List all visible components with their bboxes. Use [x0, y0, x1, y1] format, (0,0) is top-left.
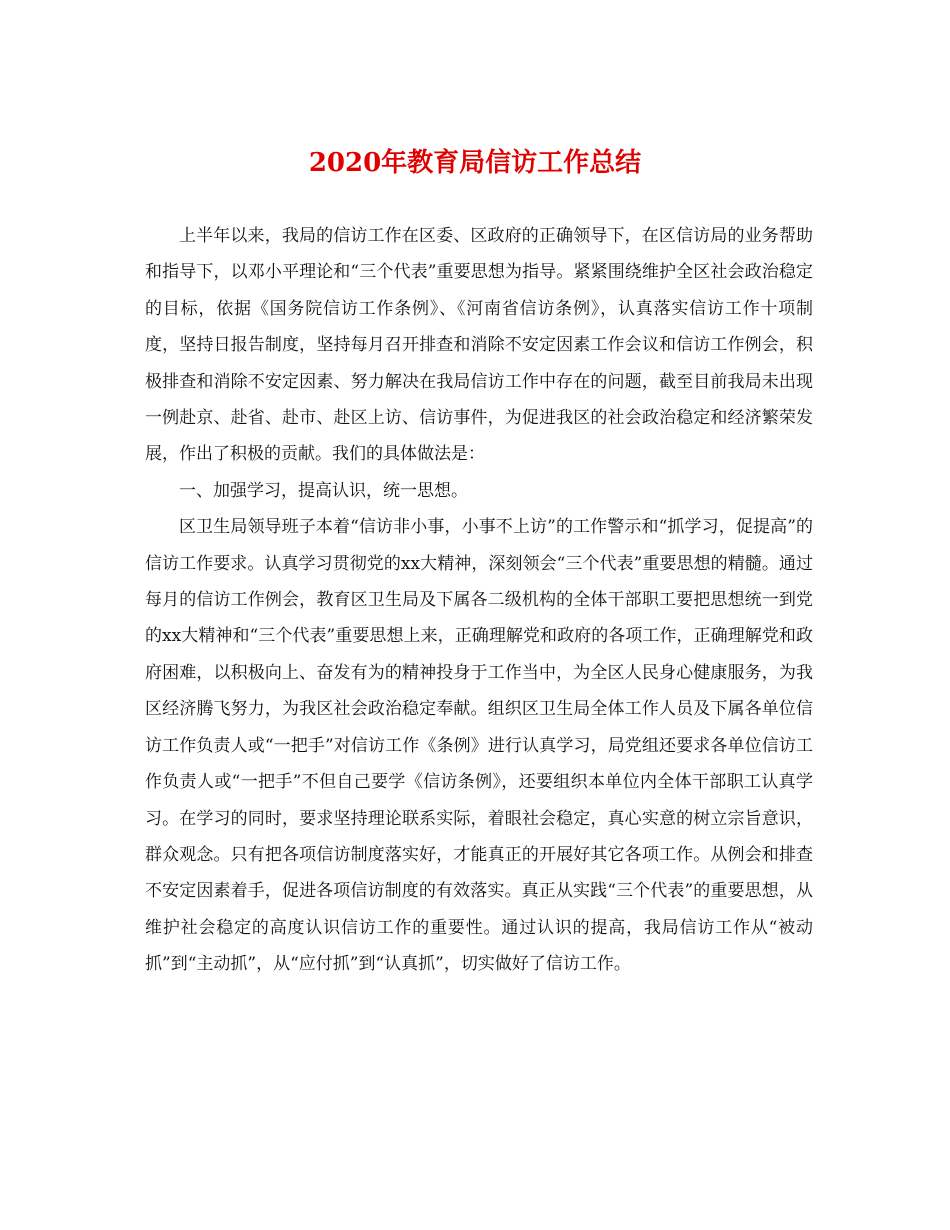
document-title: 2020年教育局信访工作总结 — [308, 148, 642, 178]
paragraph-intro: 上半年以来，我局的信访工作在区委、区政府的正确领导下，在区信访局的业务帮助和指导下，以邓小平理论和“三个代表”重要思想为指导。紧紧围绕维护全区社会政治稳定的目标，依据《国务院信访工作条例》、《河南省信访条例》，认真落实信访工作十项制度，坚持日报告制度，坚持每月召开排查和消除不安定因素工作会议和信访工作例会，积极排查和消除不安定因素、努力解决在我局信访工作中存在的问题，截至目前我局未出现一例赴京、赴省、赴市、赴区上访、信访事件，为促进我区的社会政治稳定和经济繁荣发展，作出了积极的贡献。我们的具体做法是： — [145, 226, 813, 465]
paragraph-section-1: 区卫生局领导班子本着“信访非小事，小事不上访”的工作警示和“抓学习，促提高”的信访工作要求。认真学习贯彻党的xx大精神，深刻领会“三个代表”重要思想的精髓。通过每月的信访工作例会，教育区卫生局及下属各二级机构的全体干部职工要把思想统一到党的xx大精神和“三个代表”重要思想上来，正确理解党和政府的各项工作，正确理解党和政府困难，以积极向上、奋发有为的精神投身于工作当中，为全区人民身心健康服务，为我区经济腾飞努力，为我区社会政治稳定奉献。组织区卫生局全体工作人员及下属各单位信访工作负责人或“一把手”对信访工作《条例》进行认真学习，局党组还要求各单位信访工作负责人或“一把手”不但自己要学《信访条例》，还要组织本单位内全体干部职工认真学习。在学习的同时，要求坚持理论联系实际，着眼社会稳定，真心实意的树立宗旨意识，群众观念。只有把各项信访制度落实好，才能真正的开展好其它各项工作。从例会和排查不安定因素着手，促进各项信访制度的有效落实。真正从实践“三个代表”的重要思想，从维护社会稳定的高度认识信访工作的重要性。通过认识的提高，我局信访工作从“被动抓”到“主动抓”，从“应付抓”到“认真抓”，切实做好了信访工作。 — [145, 517, 813, 975]
document-body — [145, 218, 813, 983]
section-heading-1: 一、加强学习，提高认识，统一思想。 — [179, 480, 468, 501]
